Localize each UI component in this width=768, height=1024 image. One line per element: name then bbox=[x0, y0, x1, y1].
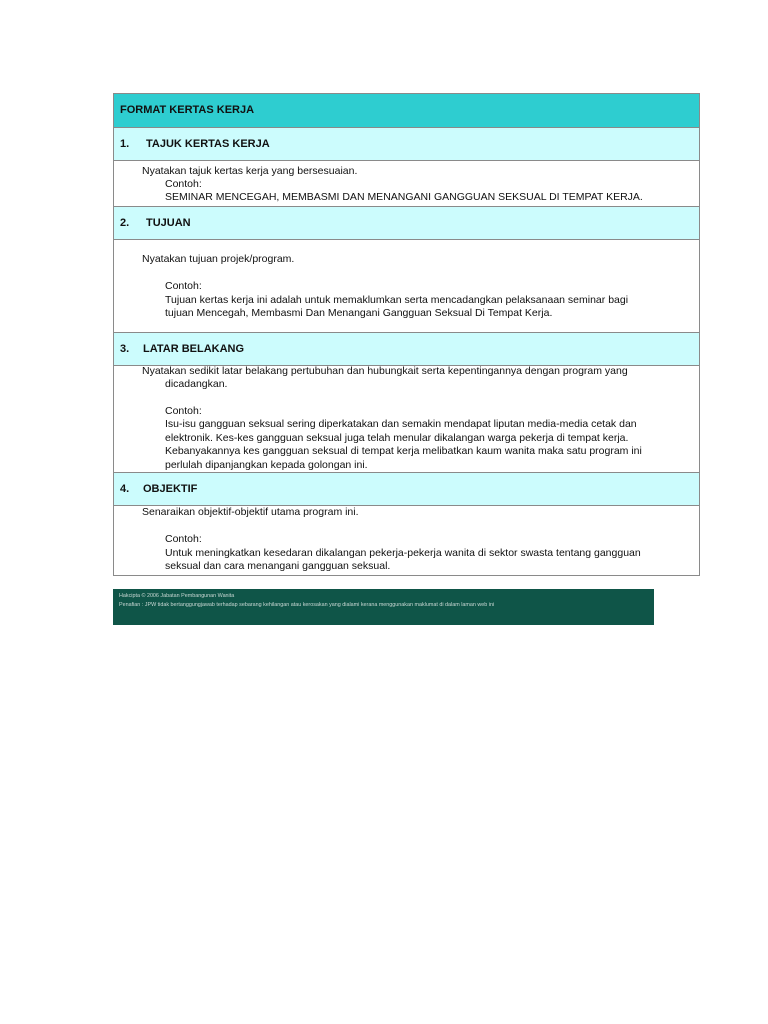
body-line: Contoh: bbox=[165, 533, 202, 545]
section-3-body bbox=[114, 366, 699, 473]
body-line: perlulah dipanjangkan kepada golongan ini. bbox=[165, 459, 368, 471]
section-number: 4. bbox=[120, 483, 130, 495]
section-1-body bbox=[114, 161, 699, 207]
section-heading: LATAR BELAKANG bbox=[143, 343, 245, 355]
body-line: tujuan Mencegah, Membasmi Dan Menangani Gangguan Seksual Di Tempat Kerja. bbox=[165, 307, 553, 319]
body-line: elektronik. Kes-kes gangguan seksual juga telah menular dikalangan warga pekerja di tempat kerja. bbox=[165, 432, 629, 444]
document-title: FORMAT KERTAS KERJA bbox=[114, 94, 699, 128]
section-4-body bbox=[114, 506, 699, 576]
section-2-body bbox=[114, 240, 699, 333]
body-line: Nyatakan tujuan projek/program. bbox=[142, 253, 295, 265]
body-line: Untuk meningkatkan kesedaran dikalangan pekerja-pekerja wanita di sektor swasta tentang gangguan bbox=[165, 547, 641, 559]
section-4-header bbox=[114, 473, 699, 506]
body-line: Contoh: bbox=[165, 178, 202, 190]
section-3-header bbox=[114, 333, 699, 366]
body-line: dicadangkan. bbox=[165, 378, 228, 390]
body-line: Nyatakan sedikit latar belakang pertubuhan dan hubungkait serta kepentingannya dengan program yang bbox=[142, 365, 628, 377]
body-line: Nyatakan tajuk kertas kerja yang bersesuaian. bbox=[142, 165, 358, 177]
body-line: Contoh: bbox=[165, 280, 202, 292]
footer-bar bbox=[113, 589, 654, 625]
section-heading: OBJEKTIF bbox=[143, 483, 198, 495]
section-heading: TUJUAN bbox=[146, 217, 191, 229]
body-line: Isu-isu gangguan seksual sering diperkatakan dan semakin mendapat liputan media-media cetak dan bbox=[165, 418, 637, 430]
body-line: Kebanyakannya kes gangguan seksual di tempat kerja melibatkan kaum wanita maka satu program ini bbox=[165, 445, 642, 457]
body-line: SEMINAR MENCEGAH, MEMBASMI DAN MENANGANI GANGGUAN SEKSUAL DI TEMPAT KERJA. bbox=[165, 191, 643, 203]
body-line: Senaraikan objektif-objektif utama program ini. bbox=[142, 506, 359, 518]
document-table bbox=[113, 93, 700, 576]
section-number: 1. bbox=[120, 138, 130, 150]
section-heading: TAJUK KERTAS KERJA bbox=[146, 138, 270, 150]
footer-disclaimer: Penafian : JPW tidak bertanggungjawab terhadap sebarang kehilangan atau kerosakan yang dialami kerana menggunakan maklumat di dalam laman web ini bbox=[119, 602, 495, 608]
section-number: 2. bbox=[120, 217, 130, 229]
body-line: Tujuan kertas kerja ini adalah untuk memaklumkan serta mencadangkan pelaksanaan seminar bagi bbox=[165, 294, 629, 306]
body-line: seksual dan cara menangani gangguan seksual. bbox=[165, 560, 391, 572]
section-number: 3. bbox=[120, 343, 130, 355]
section-2-header bbox=[114, 207, 699, 240]
section-1-header bbox=[114, 128, 699, 161]
body-line: Contoh: bbox=[165, 405, 202, 417]
footer-copyright: Hakcipta © 2006 Jabatan Pembangunan Wanita bbox=[119, 593, 235, 599]
